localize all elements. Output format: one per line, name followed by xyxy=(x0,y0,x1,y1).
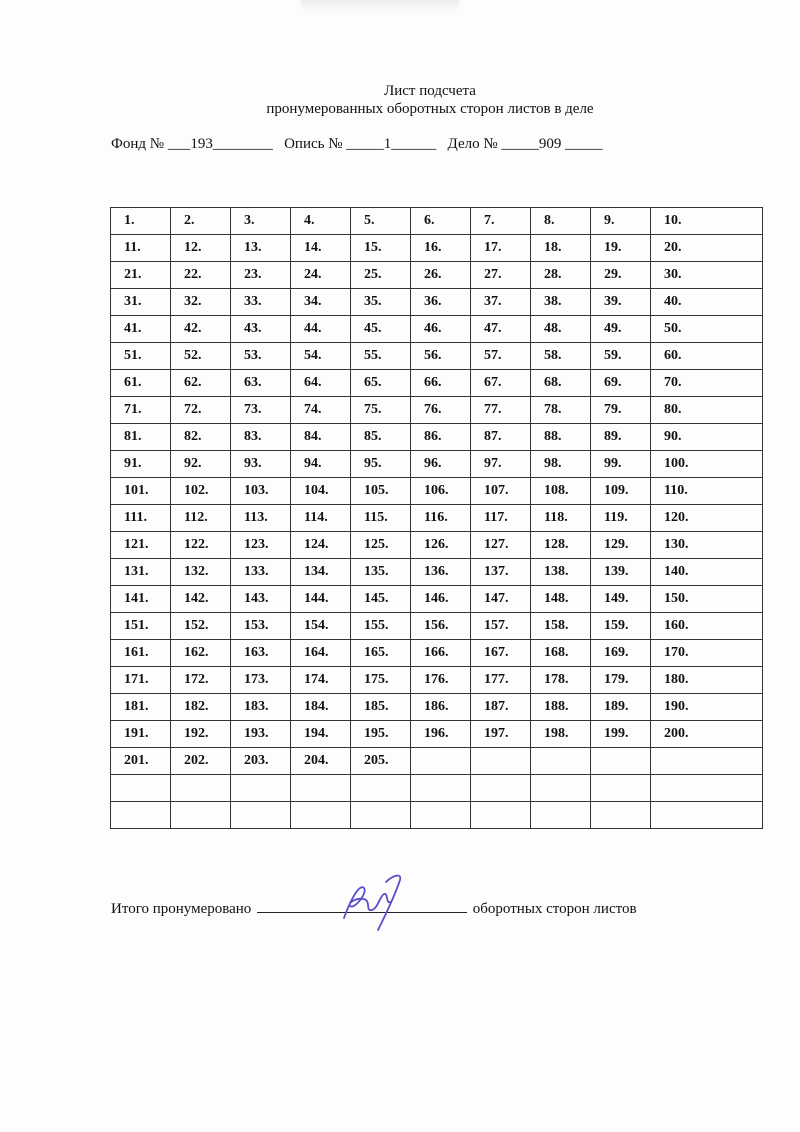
table-cell: 28. xyxy=(531,262,591,289)
table-cell: 37. xyxy=(471,289,531,316)
table-cell xyxy=(351,775,411,802)
table-cell: 133. xyxy=(231,559,291,586)
table-cell: 6. xyxy=(411,208,471,235)
table-cell: 113. xyxy=(231,505,291,532)
table-cell: 82. xyxy=(171,424,231,451)
table-cell: 120. xyxy=(651,505,763,532)
table-cell: 27. xyxy=(471,262,531,289)
table-cell xyxy=(231,802,291,829)
table-cell: 54. xyxy=(291,343,351,370)
table-cell: 154. xyxy=(291,613,351,640)
table-cell: 100. xyxy=(651,451,763,478)
table-cell: 180. xyxy=(651,667,763,694)
table-cell: 124. xyxy=(291,532,351,559)
table-cell: 202. xyxy=(171,748,231,775)
table-cell: 53. xyxy=(231,343,291,370)
table-cell: 122. xyxy=(171,532,231,559)
table-cell: 181. xyxy=(111,694,171,721)
table-cell xyxy=(291,775,351,802)
table-cell: 30. xyxy=(651,262,763,289)
table-row xyxy=(111,532,763,559)
table-cell: 132. xyxy=(171,559,231,586)
table-cell: 7. xyxy=(471,208,531,235)
table-cell: 80. xyxy=(651,397,763,424)
table-cell: 156. xyxy=(411,613,471,640)
table-cell: 173. xyxy=(231,667,291,694)
table-cell: 179. xyxy=(591,667,651,694)
table-cell: 111. xyxy=(111,505,171,532)
table-cell: 159. xyxy=(591,613,651,640)
table-cell: 40. xyxy=(651,289,763,316)
table-cell: 12. xyxy=(171,235,231,262)
table-cell: 166. xyxy=(411,640,471,667)
table-cell: 4. xyxy=(291,208,351,235)
table-row xyxy=(111,289,763,316)
table-row xyxy=(111,235,763,262)
table-cell: 116. xyxy=(411,505,471,532)
table-cell: 101. xyxy=(111,478,171,505)
table-cell xyxy=(291,802,351,829)
table-cell: 24. xyxy=(291,262,351,289)
table-cell: 11. xyxy=(111,235,171,262)
table-cell xyxy=(411,748,471,775)
table-cell: 90. xyxy=(651,424,763,451)
table-cell: 45. xyxy=(351,316,411,343)
table-cell: 147. xyxy=(471,586,531,613)
table-cell: 149. xyxy=(591,586,651,613)
table-cell: 60. xyxy=(651,343,763,370)
table-cell: 121. xyxy=(111,532,171,559)
table-cell: 184. xyxy=(291,694,351,721)
table-cell: 176. xyxy=(411,667,471,694)
table-cell: 23. xyxy=(231,262,291,289)
table-cell: 64. xyxy=(291,370,351,397)
table-cell xyxy=(411,775,471,802)
table-cell: 88. xyxy=(531,424,591,451)
table-cell: 43. xyxy=(231,316,291,343)
table-cell: 99. xyxy=(591,451,651,478)
table-cell: 97. xyxy=(471,451,531,478)
table-cell: 145. xyxy=(351,586,411,613)
table-cell: 187. xyxy=(471,694,531,721)
fond-value: 193 xyxy=(190,136,213,152)
table-cell: 174. xyxy=(291,667,351,694)
table-cell: 57. xyxy=(471,343,531,370)
table-cell: 56. xyxy=(411,343,471,370)
table-cell: 131. xyxy=(111,559,171,586)
table-cell: 13. xyxy=(231,235,291,262)
scan-artifact xyxy=(300,0,460,14)
table-row xyxy=(111,316,763,343)
table-cell: 205. xyxy=(351,748,411,775)
table-cell xyxy=(351,802,411,829)
table-cell: 18. xyxy=(531,235,591,262)
table-cell: 195. xyxy=(351,721,411,748)
table-row xyxy=(111,451,763,478)
table-cell: 178. xyxy=(531,667,591,694)
table-cell: 135. xyxy=(351,559,411,586)
table-cell xyxy=(471,748,531,775)
table-cell: 128. xyxy=(531,532,591,559)
table-cell: 190. xyxy=(651,694,763,721)
table-row xyxy=(111,694,763,721)
table-cell: 165. xyxy=(351,640,411,667)
table-cell xyxy=(591,748,651,775)
table-cell: 127. xyxy=(471,532,531,559)
table-cell: 155. xyxy=(351,613,411,640)
table-cell: 36. xyxy=(411,289,471,316)
table-cell: 38. xyxy=(531,289,591,316)
table-cell: 51. xyxy=(111,343,171,370)
table-cell: 137. xyxy=(471,559,531,586)
table-cell: 52. xyxy=(171,343,231,370)
table-cell: 46. xyxy=(411,316,471,343)
table-cell: 17. xyxy=(471,235,531,262)
opis-value: 1 xyxy=(383,136,392,152)
table-cell: 47. xyxy=(471,316,531,343)
table-cell: 197. xyxy=(471,721,531,748)
table-cell: 72. xyxy=(171,397,231,424)
table-cell: 148. xyxy=(531,586,591,613)
table-cell: 66. xyxy=(411,370,471,397)
table-cell: 110. xyxy=(651,478,763,505)
table-cell: 93. xyxy=(231,451,291,478)
table-cell: 14. xyxy=(291,235,351,262)
table-cell: 163. xyxy=(231,640,291,667)
table-cell: 107. xyxy=(471,478,531,505)
table-cell: 123. xyxy=(231,532,291,559)
table-cell: 69. xyxy=(591,370,651,397)
table-cell: 44. xyxy=(291,316,351,343)
table-cell: 142. xyxy=(171,586,231,613)
table-cell: 105. xyxy=(351,478,411,505)
table-cell: 50. xyxy=(651,316,763,343)
table-cell: 9. xyxy=(591,208,651,235)
table-cell: 199. xyxy=(591,721,651,748)
document-title xyxy=(0,82,800,118)
table-row xyxy=(111,667,763,694)
table-cell: 35. xyxy=(351,289,411,316)
table-cell: 168. xyxy=(531,640,591,667)
table-cell: 29. xyxy=(591,262,651,289)
table-row xyxy=(111,802,763,829)
table-cell: 138. xyxy=(531,559,591,586)
table-cell: 160. xyxy=(651,613,763,640)
table-row xyxy=(111,505,763,532)
table-cell: 152. xyxy=(171,613,231,640)
title-line-2: пронумерованных оборотных сторон листов в деле xyxy=(266,101,594,117)
table-cell: 153. xyxy=(231,613,291,640)
total-suffix: оборотных сторон листов xyxy=(472,901,637,917)
table-cell xyxy=(651,775,763,802)
table-row xyxy=(111,343,763,370)
table-cell: 8. xyxy=(531,208,591,235)
table-cell: 75. xyxy=(351,397,411,424)
table-row xyxy=(111,424,763,451)
table-cell: 41. xyxy=(111,316,171,343)
table-cell: 175. xyxy=(351,667,411,694)
table-cell: 170. xyxy=(651,640,763,667)
table-cell: 49. xyxy=(591,316,651,343)
table-cell: 141. xyxy=(111,586,171,613)
table-cell: 201. xyxy=(111,748,171,775)
table-cell: 84. xyxy=(291,424,351,451)
table-cell: 109. xyxy=(591,478,651,505)
table-cell: 58. xyxy=(531,343,591,370)
table-cell xyxy=(651,802,763,829)
table-cell: 140. xyxy=(651,559,763,586)
table-cell xyxy=(651,748,763,775)
total-label: Итого пронумеровано xyxy=(111,901,252,917)
table-cell: 2. xyxy=(171,208,231,235)
table-row xyxy=(111,775,763,802)
table-cell: 104. xyxy=(291,478,351,505)
table-cell xyxy=(111,775,171,802)
table-cell: 95. xyxy=(351,451,411,478)
table-cell: 191. xyxy=(111,721,171,748)
table-cell: 92. xyxy=(171,451,231,478)
table-cell: 74. xyxy=(291,397,351,424)
table-row xyxy=(111,208,763,235)
table-cell: 86. xyxy=(411,424,471,451)
table-cell: 94. xyxy=(291,451,351,478)
table-cell: 31. xyxy=(111,289,171,316)
table-cell: 194. xyxy=(291,721,351,748)
table-cell: 85. xyxy=(351,424,411,451)
table-cell: 3. xyxy=(231,208,291,235)
table-cell: 16. xyxy=(411,235,471,262)
table-cell xyxy=(471,802,531,829)
table-cell xyxy=(591,802,651,829)
table-cell xyxy=(231,775,291,802)
table-cell: 67. xyxy=(471,370,531,397)
table-cell: 136. xyxy=(411,559,471,586)
table-cell: 106. xyxy=(411,478,471,505)
table-cell: 203. xyxy=(231,748,291,775)
table-row xyxy=(111,478,763,505)
table-cell: 10. xyxy=(651,208,763,235)
table-cell: 143. xyxy=(231,586,291,613)
table-cell: 157. xyxy=(471,613,531,640)
numbering-table xyxy=(110,207,763,829)
table-cell: 204. xyxy=(291,748,351,775)
table-cell: 33. xyxy=(231,289,291,316)
table-cell: 34. xyxy=(291,289,351,316)
table-row xyxy=(111,559,763,586)
table-cell xyxy=(171,802,231,829)
table-cell: 102. xyxy=(171,478,231,505)
table-cell xyxy=(471,775,531,802)
table-cell: 63. xyxy=(231,370,291,397)
table-cell: 146. xyxy=(411,586,471,613)
opis-label: Опись № xyxy=(284,136,343,152)
table-row xyxy=(111,640,763,667)
table-cell: 83. xyxy=(231,424,291,451)
table-cell: 182. xyxy=(171,694,231,721)
table-cell: 59. xyxy=(591,343,651,370)
delo-label: Дело № xyxy=(447,136,498,152)
table-cell: 162. xyxy=(171,640,231,667)
table-cell: 91. xyxy=(111,451,171,478)
table-cell: 198. xyxy=(531,721,591,748)
table-row xyxy=(111,262,763,289)
table-cell: 76. xyxy=(411,397,471,424)
table-cell: 77. xyxy=(471,397,531,424)
table-cell: 39. xyxy=(591,289,651,316)
table-cell: 15. xyxy=(351,235,411,262)
table-cell: 200. xyxy=(651,721,763,748)
table-cell: 71. xyxy=(111,397,171,424)
delo-value: 909 xyxy=(538,136,562,152)
table-cell: 167. xyxy=(471,640,531,667)
fond-label: Фонд № xyxy=(111,136,165,152)
table-cell: 112. xyxy=(171,505,231,532)
table-cell: 161. xyxy=(111,640,171,667)
table-cell: 171. xyxy=(111,667,171,694)
table-cell: 89. xyxy=(591,424,651,451)
table-cell: 55. xyxy=(351,343,411,370)
table-row xyxy=(111,586,763,613)
table-cell: 48. xyxy=(531,316,591,343)
table-cell: 25. xyxy=(351,262,411,289)
table-cell: 61. xyxy=(111,370,171,397)
table-cell: 172. xyxy=(171,667,231,694)
table-cell: 189. xyxy=(591,694,651,721)
table-cell: 196. xyxy=(411,721,471,748)
table-cell: 70. xyxy=(651,370,763,397)
table-cell xyxy=(111,802,171,829)
table-cell: 169. xyxy=(591,640,651,667)
table-row xyxy=(111,370,763,397)
archive-reference: Фонд № ___193________ Опись № _____1______ Дело № _____909 _____ xyxy=(111,136,603,152)
table-cell: 115. xyxy=(351,505,411,532)
table-cell: 144. xyxy=(291,586,351,613)
table-cell xyxy=(171,775,231,802)
table-cell: 21. xyxy=(111,262,171,289)
table-cell: 103. xyxy=(231,478,291,505)
table-cell: 32. xyxy=(171,289,231,316)
table-cell: 158. xyxy=(531,613,591,640)
table-cell xyxy=(411,802,471,829)
table-cell: 183. xyxy=(231,694,291,721)
table-cell: 20. xyxy=(651,235,763,262)
table-cell: 96. xyxy=(411,451,471,478)
table-cell: 139. xyxy=(591,559,651,586)
table-cell: 118. xyxy=(531,505,591,532)
table-cell: 129. xyxy=(591,532,651,559)
table-cell: 19. xyxy=(591,235,651,262)
table-cell: 87. xyxy=(471,424,531,451)
table-cell: 73. xyxy=(231,397,291,424)
table-cell: 151. xyxy=(111,613,171,640)
table-cell: 26. xyxy=(411,262,471,289)
table-cell: 78. xyxy=(531,397,591,424)
table-row xyxy=(111,613,763,640)
table-cell: 1. xyxy=(111,208,171,235)
table-cell: 150. xyxy=(651,586,763,613)
table-cell: 5. xyxy=(351,208,411,235)
table-cell: 117. xyxy=(471,505,531,532)
table-cell xyxy=(591,775,651,802)
table-cell: 65. xyxy=(351,370,411,397)
table-cell: 134. xyxy=(291,559,351,586)
table-cell: 130. xyxy=(651,532,763,559)
table-cell: 177. xyxy=(471,667,531,694)
table-row xyxy=(111,397,763,424)
table-cell: 119. xyxy=(591,505,651,532)
table-cell: 126. xyxy=(411,532,471,559)
table-row xyxy=(111,748,763,775)
table-cell: 68. xyxy=(531,370,591,397)
table-row xyxy=(111,721,763,748)
table-cell: 114. xyxy=(291,505,351,532)
table-cell xyxy=(531,802,591,829)
table-cell: 79. xyxy=(591,397,651,424)
table-cell: 42. xyxy=(171,316,231,343)
table-cell: 164. xyxy=(291,640,351,667)
table-cell: 81. xyxy=(111,424,171,451)
table-cell: 108. xyxy=(531,478,591,505)
title-line-1: Лист подсчета xyxy=(384,83,476,99)
table-cell xyxy=(531,775,591,802)
table-cell: 188. xyxy=(531,694,591,721)
table-cell xyxy=(531,748,591,775)
table-cell: 98. xyxy=(531,451,591,478)
table-cell: 185. xyxy=(351,694,411,721)
table-cell: 62. xyxy=(171,370,231,397)
table-cell: 192. xyxy=(171,721,231,748)
handwritten-signature xyxy=(330,866,410,936)
table-cell: 125. xyxy=(351,532,411,559)
table-cell: 193. xyxy=(231,721,291,748)
table-cell: 186. xyxy=(411,694,471,721)
table-cell: 22. xyxy=(171,262,231,289)
